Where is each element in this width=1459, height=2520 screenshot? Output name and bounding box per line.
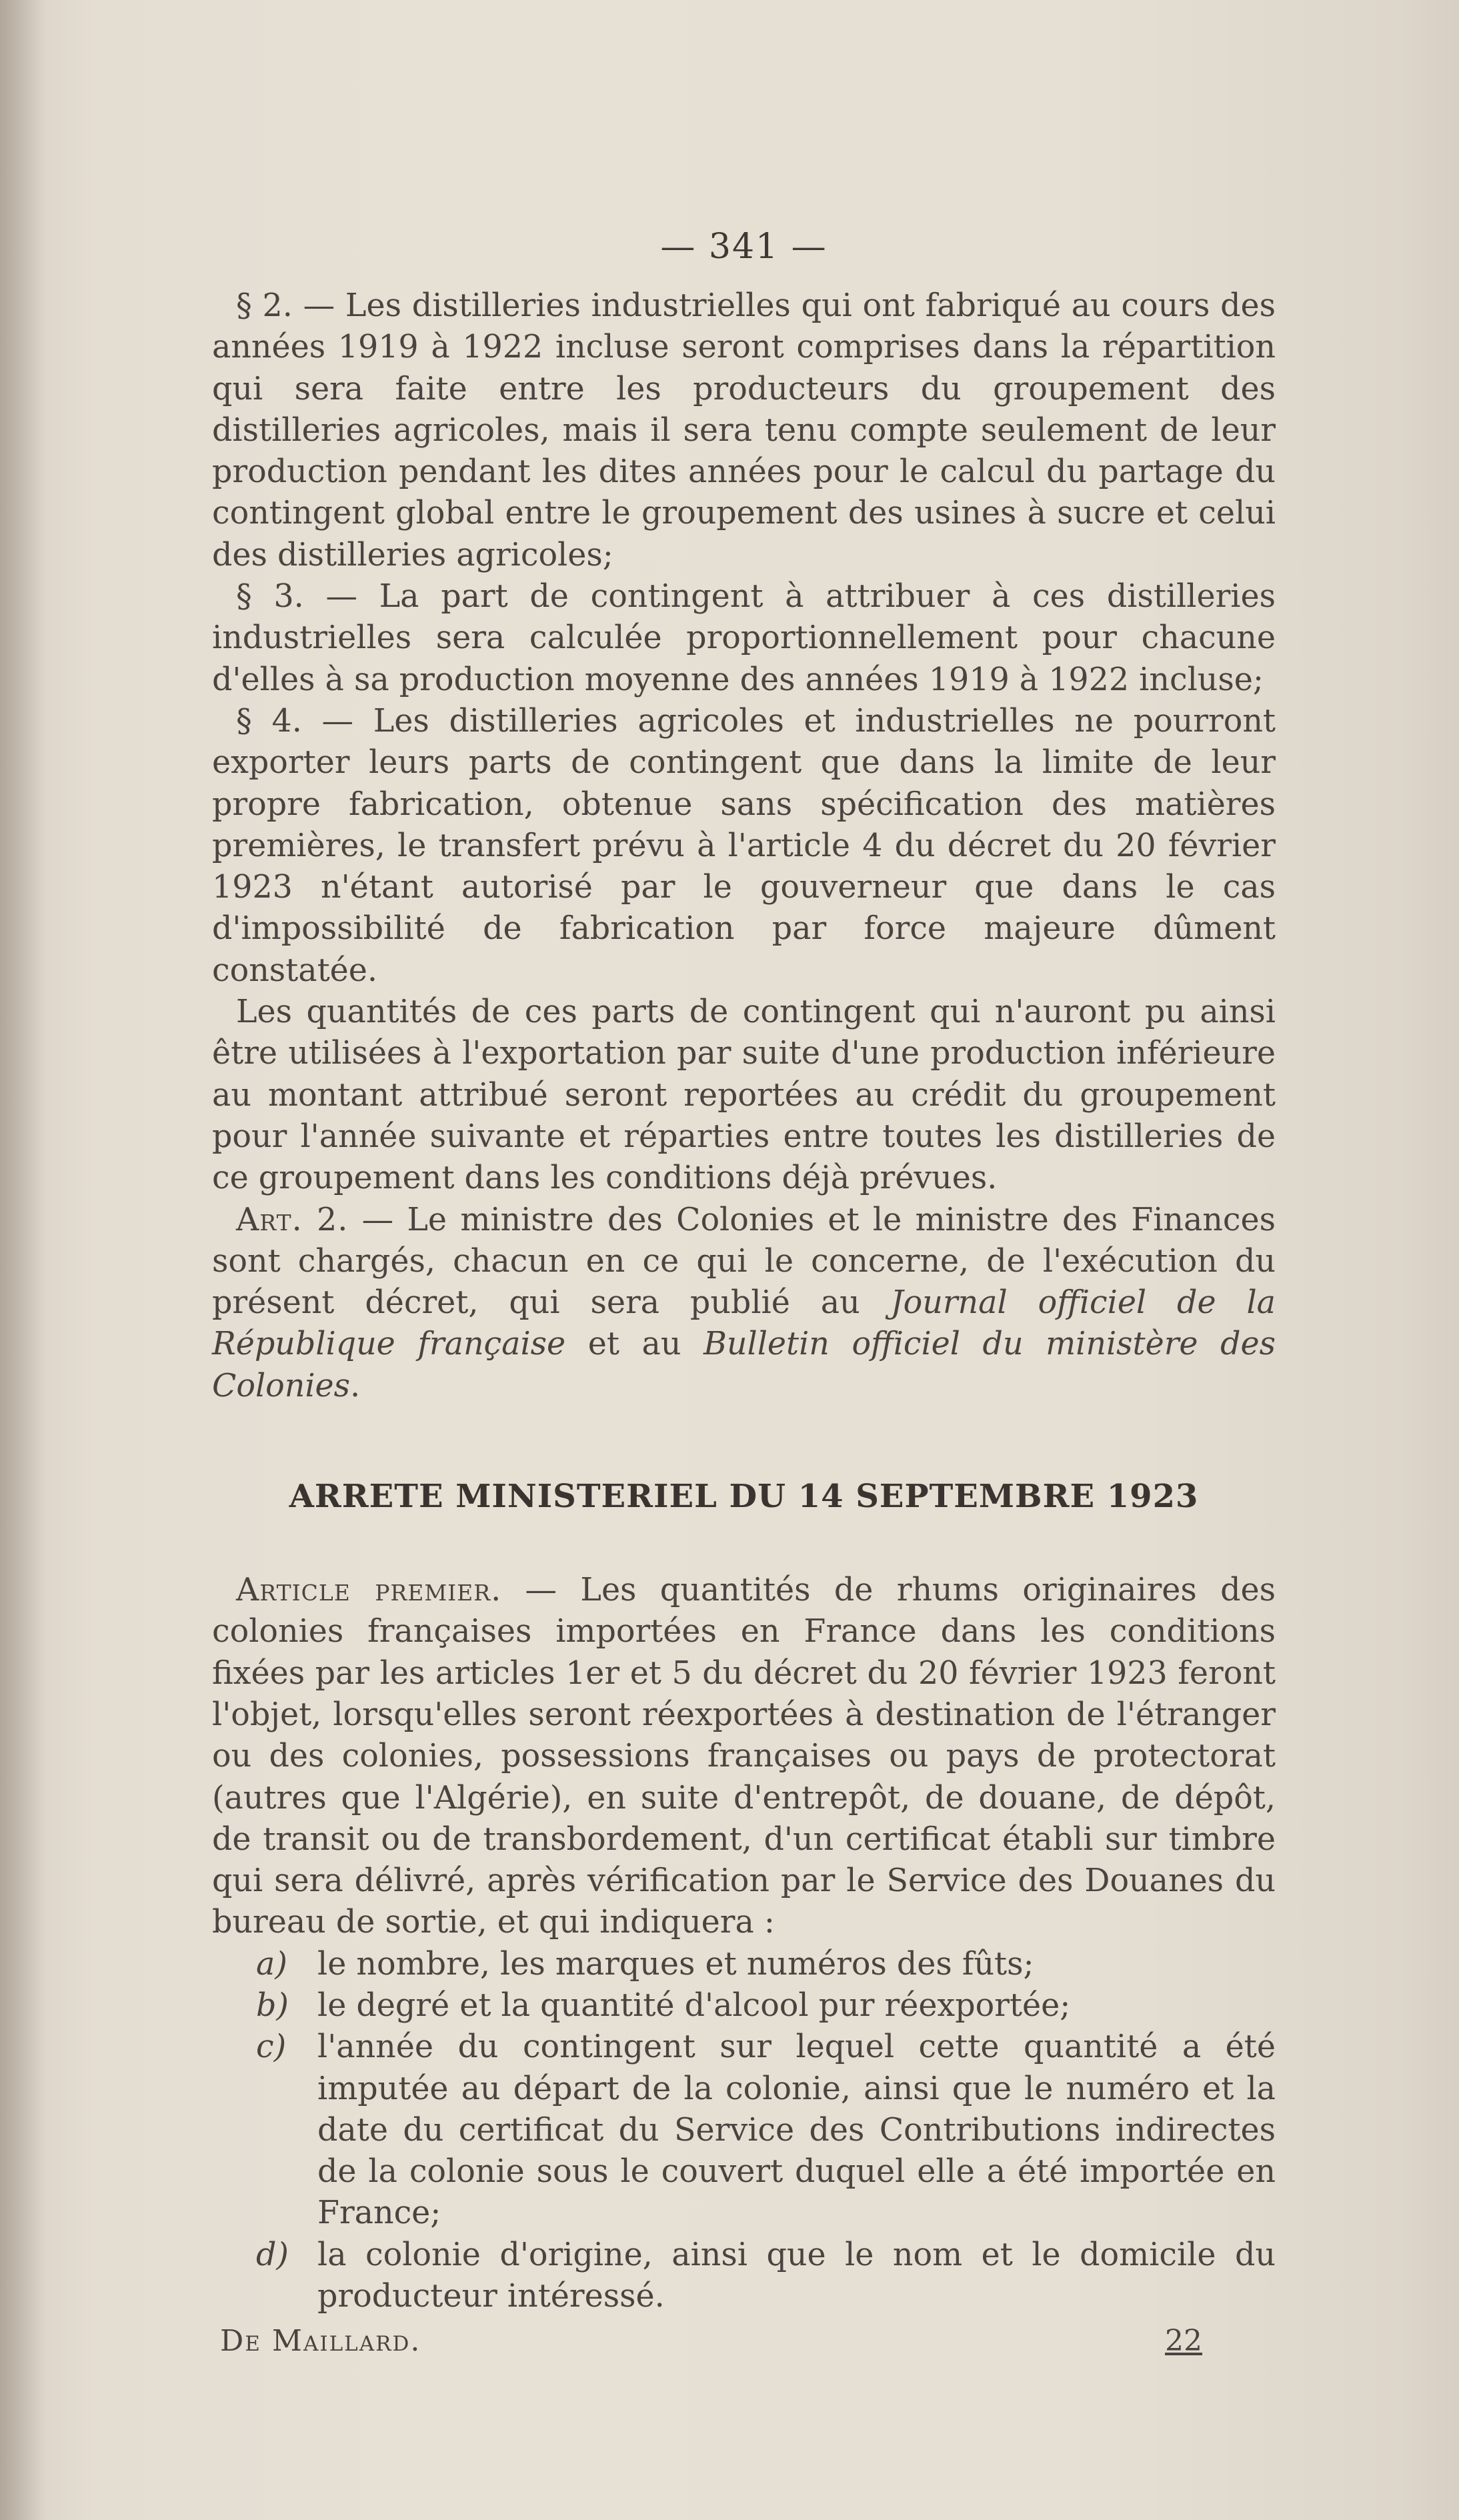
section-heading: ARRETE MINISTERIEL DU 14 SEPTEMBRE 1923 — [289, 1478, 1199, 1516]
list-item-letter: c) — [256, 2029, 287, 2066]
footer-author: De Maillard. — [220, 2324, 421, 2359]
list-item-letter: a) — [256, 1945, 287, 1983]
article-premier-label: Article premier. — [236, 1572, 502, 1609]
list-item — [212, 2235, 1276, 2318]
list-item — [212, 1985, 1276, 2027]
paragraph-article-premier — [212, 1570, 1276, 1944]
text-block — [212, 227, 1276, 2358]
article-2-text-end: . — [350, 1367, 361, 1404]
gutter-shadow — [0, 0, 47, 2520]
article-premier-text: — Les quantités de rhums originaires des colonies françaises importées en France dans les conditions fixées par les articles 1er et 5 du décret du 20 février 1923 feront l'objet, lorsqu'elles seront réexportées à destination de l'étranger ou des colonies, possessions françaises ou pays de protectorat (autres que l'Algérie), en suite d'entrepôt, de douane, de dépôt, de transit ou de transbordement, d'un certificat établi sur timbre qui sera délivré, après vérification par le Service des Douanes du bureau de sortie, et qui indiquera : — [212, 1572, 1276, 1941]
journal-officiel-title: Journal officiel de la République française — [212, 1284, 1276, 1363]
list-item-text: l'année du contingent sur lequel cette quantité a été imputée au départ de la colonie, ainsi que le numéro et la date du certificat du Service des Contributions indirectes de la colonie sous le couvert duquel elle a été importée en France; — [317, 2029, 1276, 2232]
footer-signature-number: 22 — [1165, 2324, 1202, 2359]
paragraph-article-2 — [212, 1200, 1276, 1407]
article-2-label: Art. 2. — [236, 1201, 349, 1238]
list-item-text: le nombre, les marques et numéros des fûts; — [317, 1945, 1034, 1983]
page-footer — [212, 2324, 1276, 2358]
list-item-text: la colonie d'origine, ainsi que le nom et le domicile du producteur intéressé. — [317, 2236, 1276, 2315]
list-item-letter: b) — [256, 1987, 289, 2024]
paragraph-section-2: § 2. — Les distilleries industrielles qui ont fabriqué au cours des années 1919 à 1922 incluse seront comprises dans la répartition qui sera faite entre les producteurs du groupement des distilleries agricoles, mais il sera tenu compte seulement de leur production pendant les dites années pour le calcul du partage du contingent global entre le groupement des usines à sucre et celui des distilleries agricoles; — [212, 287, 1276, 573]
bulletin-officiel-title: Bulletin officiel du ministère des Colonies — [212, 1326, 1276, 1404]
paragraph-quantities: Les quantités de ces parts de contingent qui n'auront pu ainsi être utilisées à l'exportation par suite d'une production inférieure au montant attribué seront reportées au crédit du groupement pour l'année suivante et réparties entre toutes les distilleries de ce groupement dans les conditions déjà prévues. — [212, 994, 1276, 1197]
list-item — [212, 2027, 1276, 2234]
certificate-items-list — [212, 1944, 1276, 2318]
list-item-letter: d) — [256, 2236, 289, 2273]
page-number: — 341 — — [660, 227, 828, 267]
paragraph-section-4: § 4. — Les distilleries agricoles et industrielles ne pourront exporter leurs parts de contingent que dans la limite de leur propre fabrication, obtenue sans spécification des matières premières, le transfert prévu à l'article 4 du décret du 20 février 1923 n'étant autorisé par le gouverneur que dans le cas d'impossibilité de fabrication par force majeure dûment constatée. — [212, 702, 1276, 989]
article-2-text-before: — Le ministre des Colonies et le ministre des Finances sont chargés, chacun en ce qui le concerne, de l'exécution du présent décret, qui sera publié au — [212, 1201, 1276, 1322]
article-2-text-mid: et au — [565, 1326, 703, 1363]
list-item — [212, 1944, 1276, 1985]
list-item-text: le degré et la quantité d'alcool pur réexportée; — [317, 1987, 1071, 2024]
paragraph-section-3: § 3. — La part de contingent à attribuer à ces distilleries industrielles sera calculée proportionnellement pour chacune d'elles à sa production moyenne des années 1919 à 1922 incluse; — [212, 578, 1276, 698]
